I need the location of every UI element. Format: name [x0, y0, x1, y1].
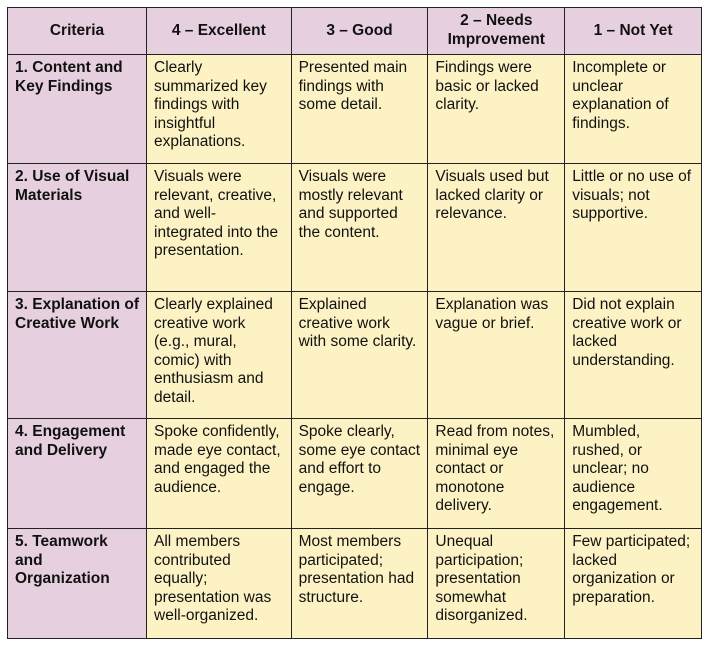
rubric-cell: Unequal participation; presentation somewhat disorganized. [428, 529, 565, 639]
rubric-cell: Spoke clearly, some eye contact and effort to engage. [291, 419, 428, 529]
rubric-cell: Most members participated; presentation had structure. [291, 529, 428, 639]
header-criteria: Criteria [8, 8, 147, 55]
rubric-cell: Did not explain creative work or lacked understanding. [565, 292, 702, 419]
rubric-table [7, 7, 702, 639]
table-row [8, 419, 702, 529]
table-row [8, 529, 702, 639]
header-level-4: 4 – Excellent [147, 8, 292, 55]
header-row [8, 8, 702, 55]
rubric-cell: All members contributed equally; presentation was well-organized. [147, 529, 292, 639]
table-row [8, 164, 702, 292]
header-level-1: 1 – Not Yet [565, 8, 702, 55]
rubric-cell: Spoke confidently, made eye contact, and engaged the audience. [147, 419, 292, 529]
rubric-cell: Explanation was vague or brief. [428, 292, 565, 419]
rubric-cell: Presented main findings with some detail. [291, 55, 428, 164]
criterion-label: 4. Engagement and Delivery [8, 419, 147, 529]
criterion-label: 2. Use of Visual Materials [8, 164, 147, 292]
rubric-cell: Read from notes, minimal eye contact or monotone delivery. [428, 419, 565, 529]
rubric-cell: Clearly explained creative work (e.g., mural, comic) with enthusiasm and detail. [147, 292, 292, 419]
rubric-cell: Clearly summarized key findings with insightful explanations. [147, 55, 292, 164]
criterion-label: 1. Content and Key Findings [8, 55, 147, 164]
criterion-label: 5. Teamwork and Organization [8, 529, 147, 639]
header-level-3: 3 – Good [291, 8, 428, 55]
header-level-2: 2 – Needs Improvement [428, 8, 565, 55]
rubric-cell: Few participated; lacked organization or preparation. [565, 529, 702, 639]
rubric-cell: Explained creative work with some clarity. [291, 292, 428, 419]
rubric-cell: Findings were basic or lacked clarity. [428, 55, 565, 164]
criterion-label: 3. Explanation of Creative Work [8, 292, 147, 419]
rubric-cell: Visuals were mostly relevant and supported the content. [291, 164, 428, 292]
rubric-cell: Visuals were relevant, creative, and well-integrated into the presentation. [147, 164, 292, 292]
rubric-cell: Visuals used but lacked clarity or relevance. [428, 164, 565, 292]
rubric-cell: Incomplete or unclear explanation of findings. [565, 55, 702, 164]
table-row [8, 292, 702, 419]
rubric-cell: Mumbled, rushed, or unclear; no audience engagement. [565, 419, 702, 529]
rubric-cell: Little or no use of visuals; not supportive. [565, 164, 702, 292]
table-row [8, 55, 702, 164]
